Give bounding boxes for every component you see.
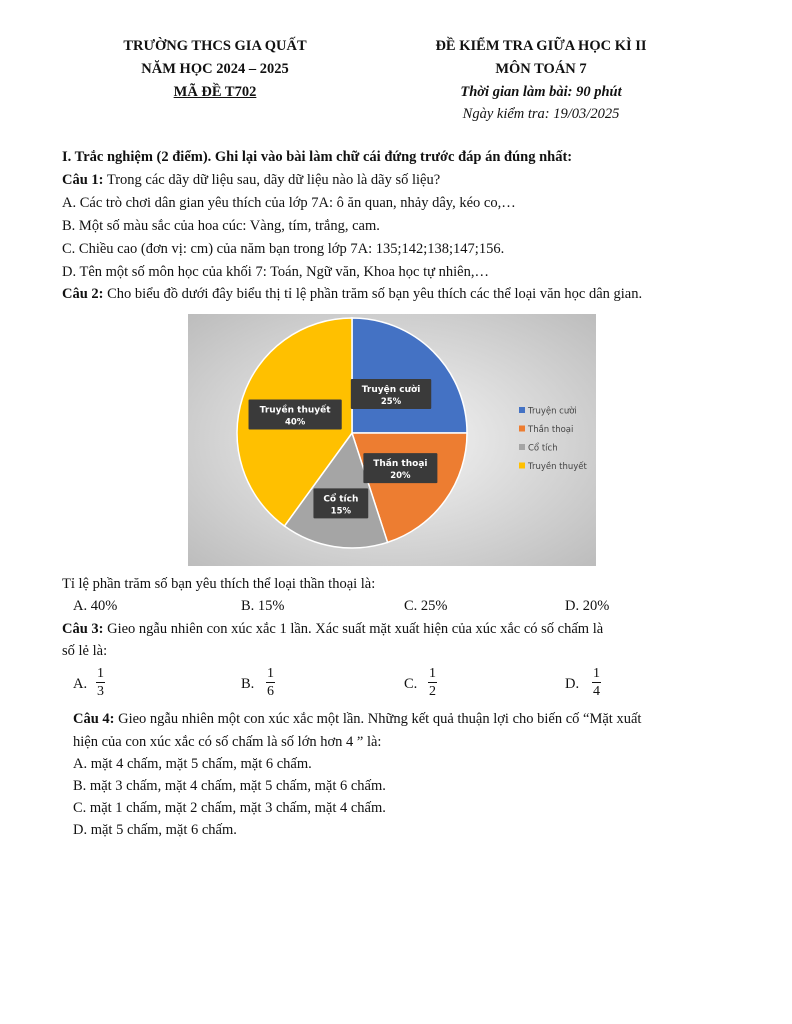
data-label-value: 15% [330, 506, 352, 517]
question-2-label: Câu 2: [62, 286, 104, 302]
question-3-label: Câu 3: [62, 621, 104, 637]
q4-option-b: B. mặt 3 chấm, mặt 4 chấm, mặt 5 chấm, mặt 6 chấm. [73, 778, 386, 794]
q3-option-d-fraction [592, 666, 601, 699]
legend-label: Truyền thuyết [528, 462, 587, 472]
question-3-text-2: số lẻ là: [62, 643, 108, 659]
data-label-truyen-cuoi [351, 379, 431, 409]
q1-option-d: D. Tên một số môn học của khối 7: Toán, Ngữ văn, Khoa học tự nhiên,… [62, 264, 489, 280]
legend-label: Truyện cười [528, 406, 577, 417]
data-label-category: Thần thoại [373, 459, 428, 470]
q2-option-b: B. 15% [241, 598, 285, 614]
q2-option-d: D. 20% [565, 598, 610, 614]
data-label-value: 25% [380, 396, 402, 407]
legend-swatch [519, 407, 525, 413]
legend-swatch [519, 444, 525, 450]
question-4-label: Câu 4: [73, 711, 115, 727]
exam-subject: MÔN TOÁN 7 [495, 61, 587, 77]
question-1-label: Câu 1: [62, 172, 104, 188]
q2-option-a: A. 40% [73, 598, 118, 614]
legend-swatch [519, 426, 525, 432]
question-2-text: Cho biểu đồ dưới đây biểu thị tỉ lệ phần trăm số bạn yêu thích các thể loại văn học dân gian. [107, 286, 643, 302]
q3-option-b-letter: B. [241, 676, 255, 692]
q1-option-c: C. Chiều cao (đơn vị: cm) của năm bạn trong lớp 7A: 135;142;138;147;156. [62, 241, 505, 257]
q3-option-c-letter: C. [404, 676, 418, 692]
question-1 [62, 172, 440, 189]
fraction-numerator: 1 [593, 666, 600, 681]
q3-option-a-fraction [96, 666, 105, 699]
school-name: TRƯỜNG THCS GIA QUẤT [123, 38, 307, 54]
question-3-text: Gieo ngẫu nhiên con xúc xắc 1 lần. Xác suất mặt xuất hiện của xúc xắc có số chấm là [107, 621, 604, 637]
data-label-value: 40% [284, 417, 306, 428]
q3-option-d-letter: D. [565, 676, 580, 692]
data-label-truyen-thuyet [249, 400, 342, 430]
school-year: NĂM HỌC 2024 – 2025 [141, 61, 289, 77]
exam-code [100, 84, 330, 101]
q1-option-b: B. Một số màu sắc của hoa cúc: Vàng, tím, trắng, cam. [62, 218, 380, 234]
fraction-denominator: 2 [429, 684, 436, 699]
fraction-numerator: 1 [429, 666, 436, 681]
q3-option-c-fraction [428, 666, 437, 699]
q4-option-a: A. mặt 4 chấm, mặt 5 chấm, mặt 6 chấm. [73, 756, 312, 772]
data-label-value: 20% [390, 471, 411, 482]
section-title: I. Trắc nghiệm (2 điểm). Ghi lại vào bài làm chữ cái đứng trước đáp án đúng nhất: [62, 149, 573, 165]
data-label-category: Truyện cười [361, 384, 421, 395]
exam-time: Thời gian làm bài: 90 phút [460, 84, 622, 100]
question-3 [62, 621, 603, 638]
fraction-numerator: 1 [97, 666, 104, 681]
question-1-text: Trong các dãy dữ liệu sau, dãy dữ liệu nào là dãy số liệu? [106, 172, 441, 188]
fraction-numerator: 1 [267, 666, 274, 681]
q4-option-c: C. mặt 1 chấm, mặt 2 chấm, mặt 3 chấm, mặt 4 chấm. [73, 800, 386, 816]
q1-option-a: A. Các trò chơi dân gian yêu thích của lớp 7A: ô ăn quan, nhảy dây, kéo co,… [62, 195, 516, 211]
pie-chart-figure [188, 314, 596, 566]
data-label-category: Cổ tích [323, 494, 359, 505]
exam-code-text: MÃ ĐỀ T702 [173, 84, 257, 100]
q3-option-a-letter: A. [73, 676, 88, 692]
pie-chart [188, 314, 596, 566]
legend-swatch [519, 463, 525, 469]
question-4-text: Gieo ngẫu nhiên một con xúc xắc một lần. Những kết quả thuận lợi cho biến cố “Mặt xuất [118, 711, 642, 727]
exam-title: ĐỀ KIỂM TRA GIỮA HỌC KÌ II [435, 38, 647, 54]
legend-entry-than-thoai [519, 424, 573, 435]
legend-entry-truyen-thuyet [519, 461, 588, 472]
legend-label: Thần thoại [528, 425, 574, 435]
fraction-denominator: 6 [267, 684, 274, 699]
question-2 [62, 286, 642, 303]
q2-question: Tỉ lệ phần trăm số bạn yêu thích thể loại thần thoại là: [62, 576, 376, 592]
data-label-co-tich [313, 488, 368, 518]
question-4 [73, 711, 641, 728]
data-label-than-thoai [363, 453, 437, 483]
data-label-category: Truyền thuyết [259, 405, 331, 416]
legend-entry-truyen-cuoi [519, 406, 577, 417]
fraction-denominator: 4 [593, 684, 600, 699]
fraction-denominator: 3 [97, 684, 104, 699]
q4-option-d: D. mặt 5 chấm, mặt 6 chấm. [73, 822, 237, 838]
question-4-text-2: hiện của con xúc xắc có số chấm là số lớn hơn 4 ” là: [73, 734, 382, 750]
q2-option-c: C. 25% [404, 598, 448, 614]
q3-option-b-fraction [266, 666, 275, 699]
legend-label: Cổ tích [528, 443, 558, 454]
exam-date: Ngày kiểm tra: 19/03/2025 [462, 106, 620, 122]
